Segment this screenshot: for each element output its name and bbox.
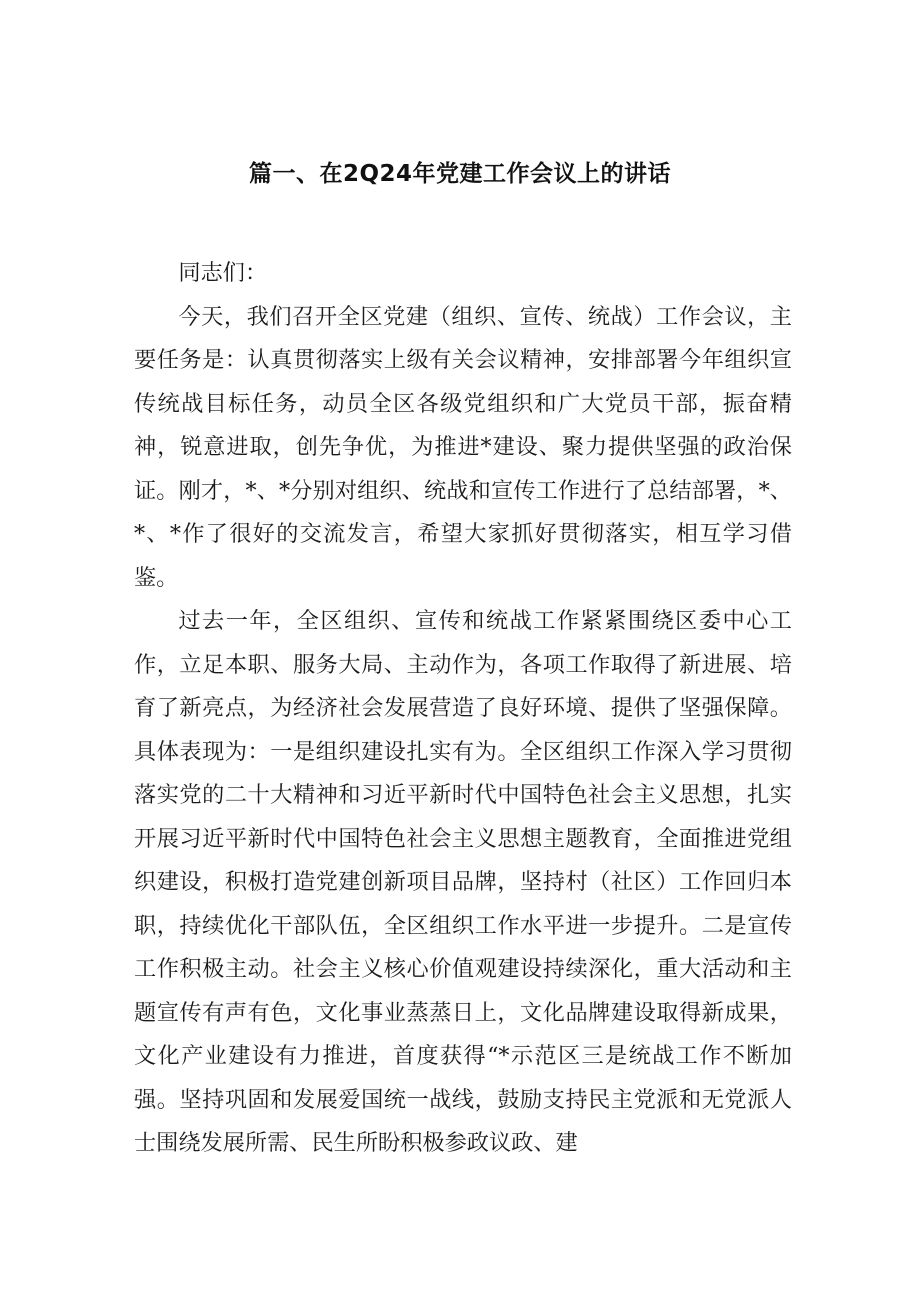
- document-title: 篇一、在2Q24年党建工作会议上的讲话: [248, 161, 672, 187]
- paragraph-1: 今天，我们召开全区党建（组织、宣传、统战）工作会议，主要任务是：认真贯彻落实上级有关会议精神，安排部署今年组织宣传统战目标任务，动员全区各级党组织和广大党员干部，振奋精神，锐意进取，创先争优，为推进*建设、聚力提供坚强的政治保证。刚才，*、*分别对组织、统战和宣传工作进行了总结部署，*、*、*作了很好的交流发言，希望大家抓好贯彻落实，相互学习借鉴。: [134, 303, 792, 591]
- salutation: 同志们：: [178, 260, 268, 286]
- document-body: [134, 252, 792, 1166]
- paragraph-2: 过去一年，全区组织、宣传和统战工作紧紧围绕区委中心工作，立足本职、服务大局、主动作为，各项工作取得了新进展、培育了新亮点，为经济社会发展营造了良好环境、提供了坚强保障。具体表现为：一是组织建设扎实有为。全区组织工作深入学习贯彻落实党的二十大精神和习近平新时代中国特色社会主义思想，扎实开展习近平新时代中国特色社会主义思想主题教育，全面推进党组织建设，积极打造党建创新项目品牌，坚持村（社区）工作回归本职，持续优化干部队伍，全区组织工作水平进一步提升。二是宣传工作积极主动。社会主义核心价值观建设持续深化，重大活动和主题宣传有声有色，文化事业蒸蒸日上，文化品牌建设取得新成果，文化产业建设有力推进，首度获得“*示范区三是统战工作不断加强。坚持巩固和发展爱国统一战线，鼓励支持民主党派和无党派人士围绕发展所需、民生所盼积极参政议政、建: [134, 608, 792, 1156]
